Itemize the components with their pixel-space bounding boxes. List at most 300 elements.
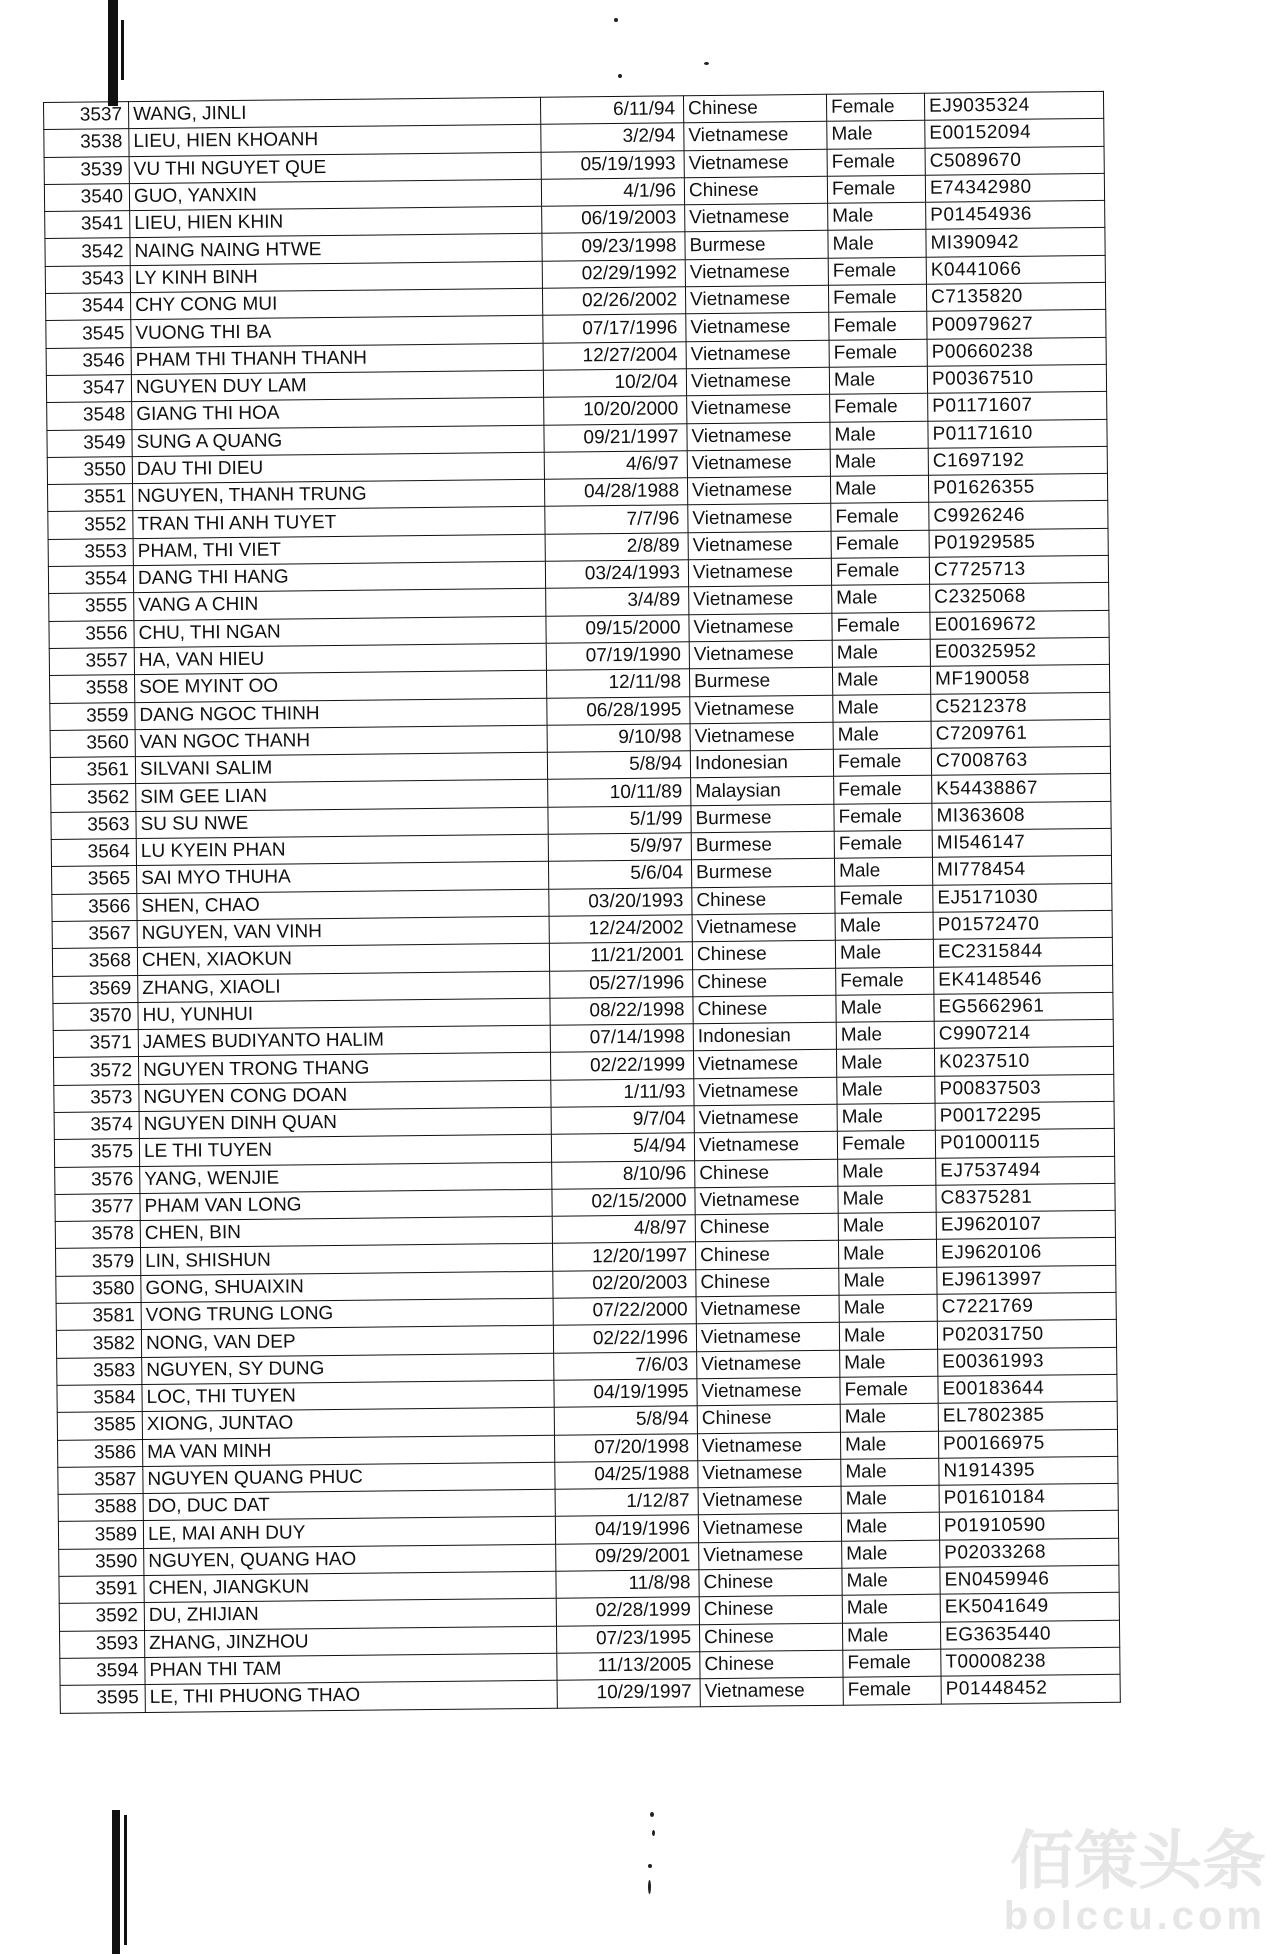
person-name-cell: PHAM, THI VIET [133,534,545,566]
birth-date-cell: 07/19/1990 [546,642,689,671]
person-name-cell: CHEN, XIAOKUN [137,943,549,975]
sex-cell: Male [841,1458,939,1486]
sex-cell: Female [828,284,926,312]
birth-date-cell: 09/15/2000 [546,614,689,643]
passport-number-cell: E00183644 [938,1374,1117,1403]
row-number-cell: 3544 [46,293,131,321]
person-name-cell: VU THI NGUYET QUE [129,152,541,184]
birth-date-cell: 7/6/03 [554,1351,697,1380]
passport-number-cell: P01929585 [929,528,1108,557]
nationality-cell: Chinese [683,94,826,123]
sex-cell: Male [840,1403,938,1431]
nationality-cell: Vietnamese [686,313,829,342]
passport-number-cell: C7221769 [937,1292,1116,1321]
person-name-cell: NGUYEN, QUANG HAO [144,1544,556,1576]
birth-date-cell: 12/11/98 [546,669,689,698]
row-number-cell: 3573 [54,1084,139,1112]
row-number-cell: 3569 [53,975,138,1003]
nationality-cell: Vietnamese [694,1132,837,1161]
row-number-cell: 3594 [60,1657,145,1685]
person-name-cell: SAI MYO THUHA [137,862,549,894]
row-number-cell: 3542 [45,238,130,266]
person-name-cell: NGUYEN TRONG THANG [139,1053,551,1085]
row-number-cell: 3546 [46,347,131,375]
birth-date-cell: 11/8/98 [556,1570,699,1599]
nationality-cell: Malaysian [691,777,834,806]
birth-date-cell: 7/7/96 [545,505,688,534]
nationality-cell: Vietnamese [685,203,828,232]
passport-number-cell: P02033268 [940,1538,1119,1567]
row-number-cell: 3540 [44,183,129,211]
passport-number-cell: P00837503 [935,1074,1114,1103]
watermark-url: bolccu.com [1003,1894,1266,1938]
passport-number-cell: P01171610 [928,419,1107,448]
person-name-cell: DANG NGOC THINH [135,698,547,730]
nationality-cell: Burmese [691,859,834,888]
birth-date-cell: 5/6/04 [548,860,691,889]
person-name-cell: LIN, SHISHUN [141,1244,553,1276]
row-number-cell: 3575 [54,1139,139,1167]
nationality-cell: Vietnamese [693,1050,836,1079]
nationality-cell: Chinese [692,886,835,915]
nationality-cell: Vietnamese [695,1186,838,1215]
person-name-cell: GUO, YANXIN [129,179,541,211]
birth-date-cell: 11/21/2001 [549,942,692,971]
person-name-cell: VAN NGOC THANH [135,725,547,757]
person-name-cell: CHY CONG MUI [131,288,543,320]
sex-cell: Female [843,1676,941,1704]
birth-date-cell: 07/17/1996 [543,314,686,343]
person-name-cell: LY KINH BINH [130,261,542,293]
row-number-cell: 3555 [49,593,134,621]
person-name-cell: CHEN, JIANGKUN [144,1571,556,1603]
sex-cell: Female [831,557,929,585]
row-number-cell: 3580 [56,1275,141,1303]
passport-number-cell: P01000115 [935,1129,1114,1158]
row-number-cell: 3561 [50,757,135,785]
row-number-cell: 3562 [51,784,136,812]
birth-date-cell: 03/20/1993 [549,887,692,916]
sex-cell: Male [836,1021,934,1049]
passport-number-cell: EN0459946 [940,1565,1119,1594]
row-number-cell: 3570 [53,1002,138,1030]
passport-number-cell: EG5662961 [934,992,1113,1021]
passport-number-cell: C5089670 [925,146,1104,175]
row-number-cell: 3543 [45,265,130,293]
birth-date-cell: 9/7/04 [551,1106,694,1135]
passport-number-cell: P00367510 [927,364,1106,393]
person-name-cell: LIEU, HIEN KHOANH [129,125,541,157]
row-number-cell: 3550 [47,456,132,484]
passport-number-cell: C7008763 [931,746,1110,775]
passport-number-cell: MI546147 [932,828,1111,857]
birth-date-cell: 02/15/2000 [552,1188,695,1217]
row-number-cell: 3572 [54,1057,139,1085]
scan-edge-bar-top [108,0,118,106]
birth-date-cell: 07/22/2000 [553,1297,696,1326]
passport-number-cell: P00172295 [935,1101,1114,1130]
person-name-cell: XIONG, JUNTAO [142,1407,554,1439]
birth-date-cell: 5/1/99 [548,805,691,834]
person-name-cell: LU KYEIN PHAN [136,834,548,866]
birth-date-cell: 09/23/1998 [542,232,685,261]
passport-number-cell: E74342980 [925,173,1104,202]
watermark-logo-text: 佰策头条 [1010,1825,1266,1897]
person-name-cell: SIM GEE LIAN [136,780,548,812]
row-number-cell: 3547 [46,375,131,403]
passport-number-cell: P00166975 [938,1429,1117,1458]
sex-cell: Male [837,1076,935,1104]
sex-cell: Female [840,1376,938,1404]
person-name-cell: CHU, THI NGAN [134,616,546,648]
passport-number-cell: C9926246 [929,501,1108,530]
sex-cell: Female [827,148,925,176]
sex-cell: Male [830,448,928,476]
nationality-cell: Vietnamese [686,340,829,369]
nationality-cell: Vietnamese [700,1677,843,1706]
passport-number-cell: EC2315844 [933,938,1112,967]
row-number-cell: 3564 [51,839,136,867]
birth-date-cell: 12/24/2002 [549,915,692,944]
row-number-cell: 3559 [50,702,135,730]
passport-list-table [43,91,1120,1714]
passport-number-cell: C5212378 [931,692,1110,721]
sex-cell: Male [835,912,933,940]
nationality-cell: Vietnamese [684,149,827,178]
nationality-cell: Vietnamese [689,613,832,642]
passport-number-cell: MF190058 [930,665,1109,694]
birth-date-cell: 02/29/1992 [542,260,685,289]
nationality-cell: Indonesian [693,1022,836,1051]
row-number-cell: 3592 [59,1603,144,1631]
birth-date-cell: 07/14/1998 [550,1024,693,1053]
row-number-cell: 3581 [56,1303,141,1331]
row-number-cell: 3565 [52,866,137,894]
row-number-cell: 3539 [44,156,129,184]
passport-number-cell: P01171607 [928,392,1107,421]
passport-number-cell: P01610184 [939,1483,1118,1512]
passport-number-cell: P00660238 [927,337,1106,366]
person-name-cell: LE, THI PHUONG THAO [145,1680,557,1712]
row-number-cell: 3582 [56,1330,141,1358]
row-number-cell: 3579 [56,1248,141,1276]
nationality-cell: Chinese [692,940,835,969]
birth-date-cell: 4/1/96 [541,178,684,207]
person-name-cell: DO, DUC DAT [143,1489,555,1521]
nationality-cell: Vietnamese [697,1350,840,1379]
birth-date-cell: 10/20/2000 [544,396,687,425]
nationality-cell: Vietnamese [687,395,830,424]
row-number-cell: 3590 [59,1548,144,1576]
nationality-cell: Vietnamese [690,695,833,724]
person-name-cell: MA VAN MINH [143,1435,555,1467]
row-number-cell: 3585 [57,1412,142,1440]
row-number-cell: 3537 [44,102,129,130]
row-number-cell: 3591 [59,1576,144,1604]
passport-number-cell: P01910590 [939,1511,1118,1540]
sex-cell: Male [836,1049,934,1077]
birth-date-cell: 10/11/89 [548,778,691,807]
person-name-cell: NGUYEN, THANH TRUNG [133,479,545,511]
sex-cell: Female [837,1130,935,1158]
person-name-cell: NONG, VAN DEP [141,1326,553,1358]
passport-number-cell: EJ9620106 [936,1238,1115,1267]
nationality-cell: Burmese [685,231,828,260]
row-number-cell: 3553 [48,538,133,566]
row-number-cell: 3577 [55,1193,140,1221]
sex-cell: Male [830,421,928,449]
nationality-cell: Vietnamese [688,558,831,587]
person-name-cell: ZHANG, XIAOLI [138,971,550,1003]
row-number-cell: 3557 [49,648,134,676]
sex-cell: Female [835,885,933,913]
nationality-cell: Indonesian [690,749,833,778]
nationality-cell: Burmese [689,667,832,696]
nationality-cell: Vietnamese [686,367,829,396]
birth-date-cell: 04/28/1988 [544,478,687,507]
passport-number-cell: K0441066 [926,255,1105,284]
scan-edge-bar-top-thin [121,20,124,80]
nationality-cell: Vietnamese [690,722,833,751]
row-number-cell: 3568 [52,948,137,976]
row-number-cell: 3595 [60,1685,145,1713]
person-name-cell: GONG, SHUAIXIN [141,1271,553,1303]
nationality-cell: Chinese [684,176,827,205]
birth-date-cell: 5/8/94 [547,751,690,780]
person-name-cell: PHAM VAN LONG [140,1189,552,1221]
person-name-cell: VANG A CHIN [134,589,546,621]
row-number-cell: 3578 [55,1221,140,1249]
passport-number-cell: EJ9620107 [936,1211,1115,1240]
birth-date-cell: 02/26/2002 [542,287,685,316]
nationality-cell: Vietnamese [698,1459,841,1488]
person-name-cell: WANG, JINLI [129,97,541,129]
birth-date-cell: 07/20/1998 [554,1433,697,1462]
nationality-cell: Chinese [697,1404,840,1433]
nationality-cell: Vietnamese [698,1486,841,1515]
sex-cell: Male [837,1103,935,1131]
row-number-cell: 3576 [55,1166,140,1194]
sex-cell: Female [828,257,926,285]
birth-date-cell: 07/23/1995 [556,1624,699,1653]
scan-speck [614,18,618,22]
birth-date-cell: 3/2/94 [541,123,684,152]
row-number-cell: 3567 [52,920,137,948]
sex-cell: Male [833,721,931,749]
sex-cell: Male [842,1595,940,1623]
row-number-cell: 3548 [47,402,132,430]
birth-date-cell: 9/10/98 [547,724,690,753]
birth-date-cell: 02/22/1999 [550,1051,693,1080]
person-name-cell: JAMES BUDIYANTO HALIM [138,1025,550,1057]
person-name-cell: LIEU, HIEN KHIN [130,206,542,238]
sex-cell: Male [840,1431,938,1459]
passport-number-cell: T00008238 [941,1647,1120,1676]
row-number-cell: 3589 [58,1521,143,1549]
nationality-cell: Chinese [695,1159,838,1188]
row-number-cell: 3541 [45,211,130,239]
nationality-cell: Vietnamese [697,1377,840,1406]
nationality-cell: Chinese [695,1241,838,1270]
nationality-cell: Vietnamese [685,258,828,287]
passport-number-cell: EJ9035324 [924,91,1103,120]
sex-cell: Female [829,312,927,340]
sex-cell: Male [841,1513,939,1541]
nationality-cell: Vietnamese [696,1295,839,1324]
birth-date-cell: 1/12/87 [555,1488,698,1517]
person-name-cell: HA, VAN HIEU [134,643,546,675]
sex-cell: Female [829,339,927,367]
scan-speck [648,1864,652,1868]
nationality-cell: Vietnamese [687,422,830,451]
person-name-cell: CHEN, BIN [140,1216,552,1248]
birth-date-cell: 09/21/1997 [544,423,687,452]
nationality-cell: Vietnamese [697,1432,840,1461]
passport-number-cell: EL7802385 [938,1402,1117,1431]
scan-speck [650,1812,654,1817]
birth-date-cell: 10/2/04 [543,369,686,398]
nationality-cell: Chinese [699,1568,842,1597]
passport-number-cell: C7209761 [931,719,1110,748]
person-name-cell: SHEN, CHAO [137,889,549,921]
sex-cell: Male [833,694,931,722]
passport-number-cell: P01626355 [928,474,1107,503]
person-name-cell: GIANG THI HOA [132,398,544,430]
nationality-cell: Vietnamese [687,449,830,478]
person-name-cell: DAU THI DIEU [132,452,544,484]
person-name-cell: PHAM THI THANH THANH [131,343,543,375]
sex-cell: Male [834,858,932,886]
scan-edge-bar-bottom-thin [124,1815,127,1945]
sex-cell: Male [842,1567,940,1595]
person-name-cell: YANG, WENJIE [140,1162,552,1194]
nationality-cell: Vietnamese [689,640,832,669]
sex-cell: Male [828,202,926,230]
sex-cell: Male [836,994,934,1022]
birth-date-cell: 04/19/1995 [554,1379,697,1408]
nationality-cell: Burmese [691,804,834,833]
birth-date-cell: 06/19/2003 [542,205,685,234]
scan-speck [648,1880,651,1894]
sex-cell: Male [838,1185,936,1213]
birth-date-cell: 08/22/1998 [550,997,693,1026]
sex-cell: Male [841,1485,939,1513]
birth-date-cell: 2/8/89 [545,533,688,562]
passport-number-cell: K54438867 [932,774,1111,803]
nationality-cell: Chinese [693,968,836,997]
scan-speck [618,74,622,78]
birth-date-cell: 04/19/1996 [555,1515,698,1544]
sex-cell: Male [839,1322,937,1350]
sex-cell: Male [839,1267,937,1295]
person-name-cell: VUONG THI BA [131,316,543,348]
person-name-cell: LE, MAI ANH DUY [143,1517,555,1549]
person-name-cell: LOC, THI TUYEN [142,1380,554,1412]
birth-date-cell: 06/28/1995 [547,696,690,725]
row-number-cell: 3586 [58,1439,143,1467]
person-name-cell: SILVANI SALIM [135,752,547,784]
birth-date-cell: 03/24/1993 [545,560,688,589]
person-name-cell: PHAN THI TAM [145,1653,557,1685]
sex-cell: Male [830,475,928,503]
row-number-cell: 3545 [46,320,131,348]
nationality-cell: Chinese [700,1650,843,1679]
person-name-cell: LE THI TUYEN [139,1135,551,1167]
sex-cell: Male [835,939,933,967]
passport-number-cell: C7135820 [926,282,1105,311]
person-name-cell: HU, YUNHUI [138,998,550,1030]
passport-number-cell: EJ7537494 [936,1156,1115,1185]
sex-cell: Male [842,1540,940,1568]
person-name-cell: NGUYEN QUANG PHUC [143,1462,555,1494]
sex-cell: Female [843,1649,941,1677]
sex-cell: Male [842,1622,940,1650]
row-number-cell: 3563 [51,811,136,839]
passport-number-cell: E00361993 [938,1347,1117,1376]
passport-number-cell: E00152094 [925,119,1104,148]
nationality-cell: Vietnamese [688,504,831,533]
row-number-cell: 3551 [48,484,133,512]
scan-edge-bar-bottom [112,1810,120,1954]
birth-date-cell: 02/20/2003 [553,1269,696,1298]
passport-number-cell: C8375281 [936,1183,1115,1212]
passport-number-cell: P02031750 [937,1320,1116,1349]
row-number-cell: 3571 [53,1030,138,1058]
birth-date-cell: 05/19/1993 [541,150,684,179]
birth-date-cell: 04/25/1988 [555,1461,698,1490]
sex-cell: Male [832,585,930,613]
sex-cell: Male [840,1349,938,1377]
row-number-cell: 3558 [50,675,135,703]
sex-cell: Male [828,230,926,258]
birth-date-cell: 05/27/1996 [550,969,693,998]
sex-cell: Female [830,394,928,422]
birth-date-cell: 8/10/96 [552,1160,695,1189]
person-name-cell: DANG THI HANG [133,561,545,593]
passport-number-cell: C7725713 [929,555,1108,584]
row-number-cell: 3538 [44,129,129,157]
birth-date-cell: 12/20/1997 [552,1242,695,1271]
person-name-cell: VONG TRUNG LONG [141,1298,553,1330]
passport-number-cell: EJ9613997 [937,1265,1116,1294]
passport-number-cell: N1914395 [939,1456,1118,1485]
birth-date-cell: 11/13/2005 [557,1652,700,1681]
passport-number-cell: EK4148546 [934,965,1113,994]
sex-cell: Male [839,1294,937,1322]
sex-cell: Female [833,748,931,776]
nationality-cell: Vietnamese [694,1077,837,1106]
nationality-cell: Vietnamese [696,1323,839,1352]
sex-cell: Female [832,612,930,640]
birth-date-cell: 5/4/94 [551,1133,694,1162]
person-name-cell: SUNG A QUANG [132,425,544,457]
birth-date-cell: 4/6/97 [544,451,687,480]
birth-date-cell: 02/28/1999 [556,1597,699,1626]
sex-cell: Female [831,503,929,531]
passport-number-cell: P01448452 [941,1675,1120,1704]
sex-cell: Female [834,830,932,858]
row-number-cell: 3583 [57,1357,142,1385]
sex-cell: Male [838,1158,936,1186]
passport-number-cell: C9907214 [934,1019,1113,1048]
nationality-cell: Vietnamese [689,586,832,615]
birth-date-cell: 02/22/1996 [553,1324,696,1353]
nationality-cell: Chinese [699,1623,842,1652]
birth-date-cell: 10/29/1997 [557,1679,700,1708]
sex-cell: Female [834,776,932,804]
birth-date-cell: 09/29/2001 [556,1542,699,1571]
row-number-cell: 3552 [48,511,133,539]
